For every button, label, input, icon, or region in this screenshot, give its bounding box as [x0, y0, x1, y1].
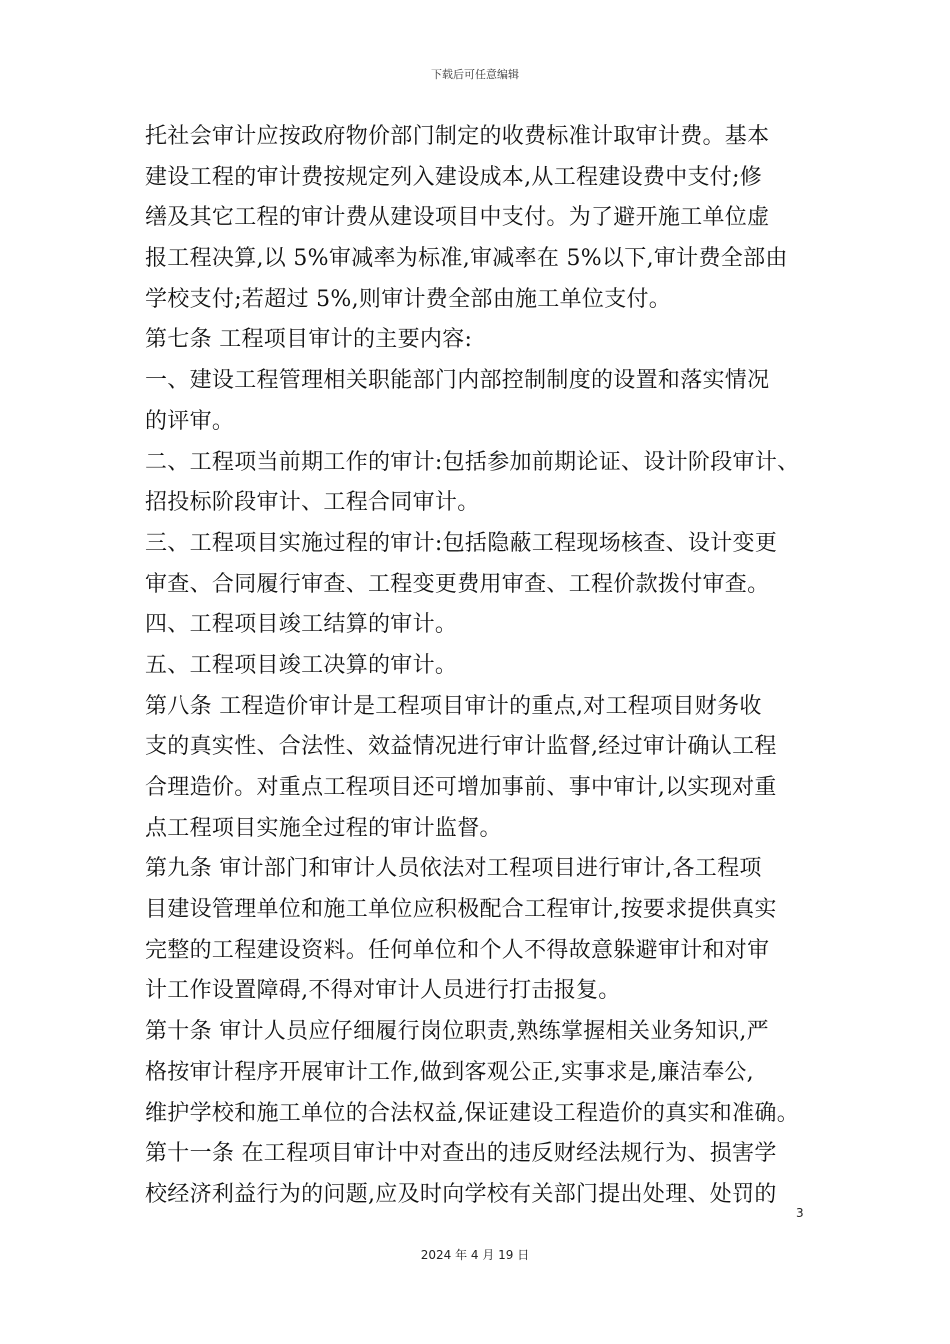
- page-header: 下载后可任意编辑: [431, 68, 519, 81]
- article-8-heading: 第八条 工程造价审计是工程项目审计的重点,对工程项目财务收: [145, 693, 762, 719]
- body-text: [145, 117, 815, 1216]
- text-line: 目建设管理单位和施工单位应积极配合工程审计,按要求提供真实: [145, 897, 777, 923]
- article-11-heading: 第十一条 在工程项目审计中对查出的违反财经法规行为、损害学: [145, 1141, 777, 1167]
- text-line: 维护学校和施工单位的合法权益,保证建设工程造价的真实和准确。: [145, 1100, 799, 1126]
- text-line: 招投标阶段审计、工程合同审计。: [145, 490, 480, 516]
- text-line: 托社会审计应按政府物价部门制定的收费标准计取审计费。基本: [145, 124, 770, 149]
- text-line: 完整的工程建设资料。任何单位和个人不得故意躲避审计和对审: [145, 937, 770, 963]
- text-line: 校经济利益行为的问题,应及时向学校有关部门提出处理、处罚的: [145, 1181, 777, 1207]
- text-line: 格按审计程序开展审计工作,做到客观公正,实事求是,廉洁奉公,: [145, 1059, 754, 1085]
- text-line: 计工作设置障碍,不得对审计人员进行打击报复。: [145, 978, 621, 1004]
- text-line: 报工程决算,以 5%审减率为标准,审减率在 5%以下,审计费全部由: [145, 246, 788, 272]
- text-line: 三、工程项目实施过程的审计:包括隐蔽工程现场核查、设计变更: [145, 530, 778, 556]
- text-line: 一、建设工程管理相关职能部门内部控制制度的设置和落实情况: [145, 368, 770, 394]
- footer-date: 2024 年 4 月 19 日: [420, 1248, 530, 1262]
- text-line: 的评审。: [145, 408, 235, 434]
- text-line: 点工程项目实施全过程的审计监督。: [145, 815, 502, 841]
- article-10-heading: 第十条 审计人员应仔细履行岗位职责,熟练掌握相关业务知识,严: [145, 1019, 769, 1045]
- text-line: 合理造价。对重点工程项目还可增加事前、事中审计,以实现对重: [145, 775, 777, 800]
- text-line: 二、工程项当前期工作的审计:包括参加前期论证、设计阶段审计、: [145, 449, 800, 475]
- text-line: 五、工程项目竣工决算的审计。: [145, 652, 458, 678]
- text-line: 四、工程项目竣工结算的审计。: [145, 612, 458, 638]
- article-9-heading: 第九条 审计部门和审计人员依法对工程项目进行审计,各工程项: [145, 856, 762, 882]
- page-number: 3: [796, 1206, 804, 1220]
- text-line: 支的真实性、合法性、效益情况进行审计监督,经过审计确认工程: [145, 734, 777, 760]
- text-line: 学校支付;若超过 5%,则审计费全部由施工单位支付。: [145, 286, 672, 312]
- article-7-heading: 第七条 工程项目审计的主要内容:: [145, 327, 473, 353]
- text-line: 审查、合同履行审查、工程变更费用审查、工程价款拨付审查。: [145, 571, 770, 597]
- text-line: 缮及其它工程的审计费从建设项目中支付。为了避开施工单位虚: [145, 205, 770, 231]
- text-line: 建设工程的审计费按规定列入建设成本,从工程建设费中支付;修: [145, 164, 763, 190]
